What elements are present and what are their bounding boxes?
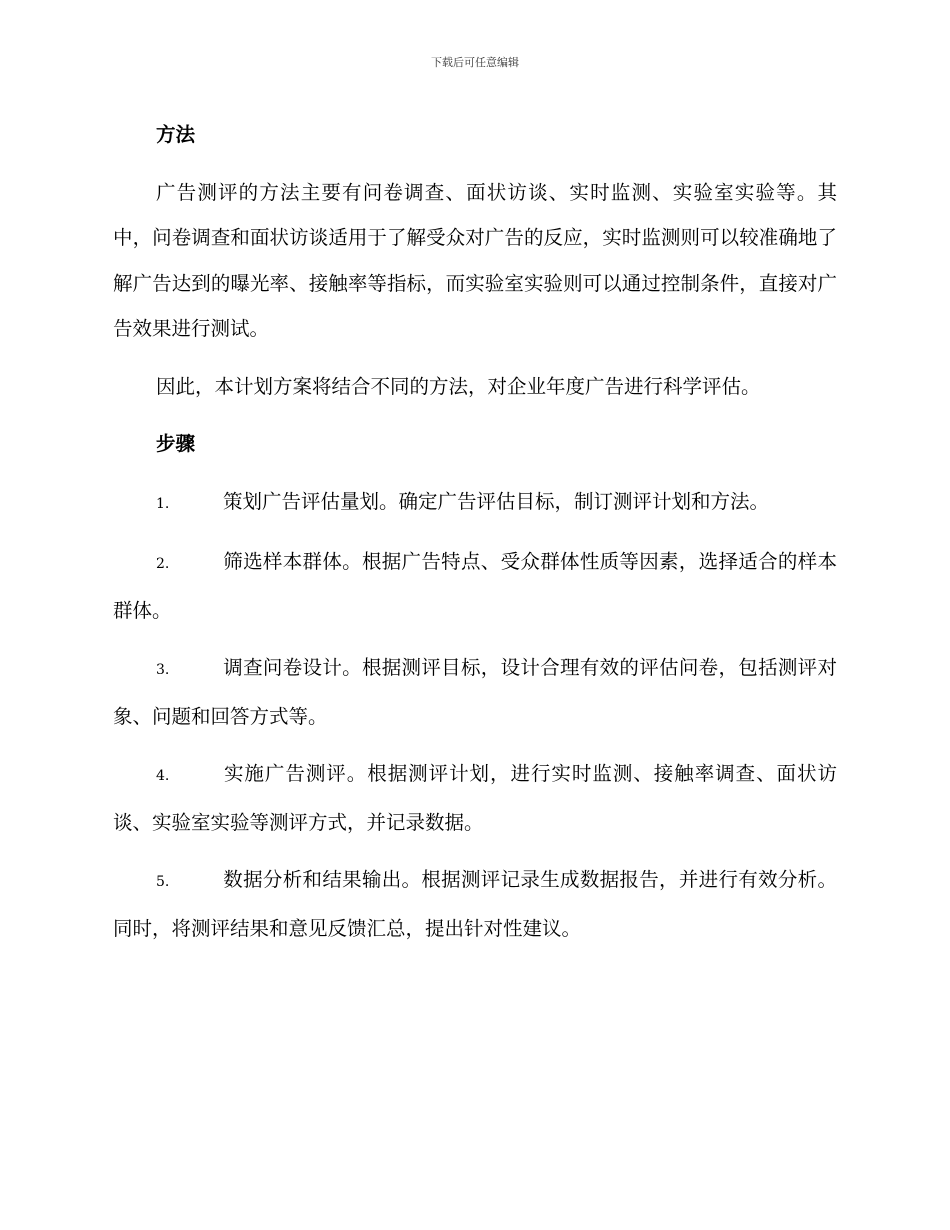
step-number: 4.	[156, 768, 170, 784]
step-item	[113, 857, 837, 951]
step-item	[113, 479, 837, 528]
page-header: 下载后可任意编辑	[431, 56, 519, 69]
method-paragraph: 广告测评的方法主要有问卷调查、面状访谈、实时监测、实验室实验等。其中，问卷调查和面状访谈适用于了解受众对广告的反应，实时监测则可以较准确地了解广告达到的曝光率、接触率等指标，而实验室实验则可以通过控制条件，直接对广告效果进行测试。	[113, 180, 837, 340]
step-text: 策划广告评估量划。确定广告评估目标，制订测评计划和方法。	[223, 489, 770, 513]
step-text: 实施广告测评。根据测评计划，进行实时监测、接触率调查、面状访谈、实验室实验等测评方式，并记录数据。	[113, 762, 837, 834]
step-item	[113, 645, 837, 739]
step-text: 数据分析和结果输出。根据测评记录生成数据报告，并进行有效分析。同时，将测评结果和意见反馈汇总，提出针对性建议。	[113, 868, 837, 940]
step-number: 1.	[156, 495, 170, 512]
step-text: 筛选样本群体。根据广告特点、受众群体性质等因素，选择适合的样本群体。	[113, 550, 837, 622]
method-heading: 方法	[156, 123, 196, 146]
step-number: 5.	[156, 874, 170, 890]
step-item	[113, 751, 837, 845]
step-number: 2.	[156, 556, 170, 572]
document-body	[113, 112, 837, 963]
step-number: 3.	[156, 662, 170, 678]
method-conclusion-paragraph: 因此，本计划方案将结合不同的方法，对企业年度广告进行科学评估。	[156, 374, 761, 398]
step-item	[113, 539, 837, 633]
step-text: 调查问卷设计。根据测评目标，设计合理有效的评估问卷，包括测评对象、问题和回答方式等。	[113, 656, 837, 728]
steps-heading: 步骤	[156, 432, 196, 455]
